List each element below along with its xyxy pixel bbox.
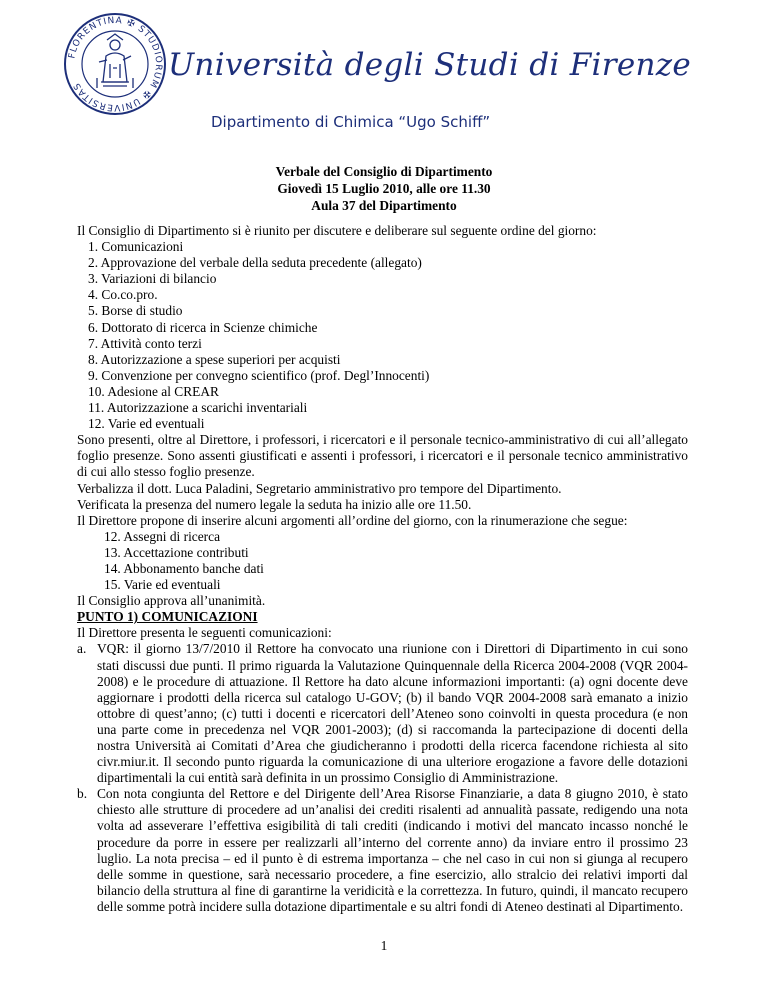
section-intro: Il Direttore presenta le seguenti comunicazioni: xyxy=(77,625,332,641)
agenda-item: 5. Borse di studio xyxy=(88,303,183,319)
agenda-item: 3. Variazioni di bilancio xyxy=(88,271,217,287)
verifica-paragraph: Verificata la presenza del numero legale la seduta ha inizio alle ore 11.50. xyxy=(77,496,472,512)
added-item: 12. Assegni di ricerca xyxy=(104,528,221,544)
intro-paragraph: Il Consiglio di Dipartimento si è riunito per discutere e deliberare sul seguente ordine del giorno: xyxy=(77,223,597,238)
agenda-item: 10. Adesione al CREAR xyxy=(88,383,219,399)
added-item: 13. Accettazione contributi xyxy=(104,544,249,560)
proposal-paragraph: Il Direttore propone di inserire alcuni argomenti all’ordine del giorno, con la rinumerazione che segue: xyxy=(77,512,628,528)
department-name: Dipartimento di Chimica “Ugo Schiff” xyxy=(211,113,491,131)
item-marker: b. xyxy=(77,786,88,802)
title-line: Verbale del Consiglio di Dipartimento xyxy=(275,164,493,179)
item-marker: a. xyxy=(77,641,87,657)
section-heading: PUNTO 1) COMUNICAZIONI xyxy=(77,609,258,625)
university-seal-logo xyxy=(63,12,167,116)
communication-text: VQR: il giorno 13/7/2010 il Rettore ha convocato una riunione con i Direttori di Dipartimento in cui sono stati discussi due punti. Il primo riguarda la Valutazione Quinquennale della Ricerca 2004-2008 (VQR 2004-2008) e le procedure di attuazione. Il Rettore ha dato alcune informazioni importanti: (a) ogni docente deve aggiornare i prodotti della ricerca sul catalogo U-GOV; (b) il bando VQR 2004-2008 sarà emanato a inizio ottobre di quest’anno; (c) tutti i docenti e ricercatori dell’Ateneo sono coinvolti in questa procedura (e non una parte come in precedenza nel VQR 2001-2003); (d) si raccomanda la partecipazione di docenti della nostra Università ai Comitati d’Area che giudicheranno i prodotti della ricerca facendone richiesta al sito civr.miur.it. Il secondo punto riguarda la comunicazione di una ulteriore erogazione a favore delle dotazioni dipartimentali la cui entità sarà definita in un prossimo Consiglio di Amministrazione. xyxy=(97,641,688,786)
document-body xyxy=(77,223,688,915)
page-number: 1 xyxy=(380,938,388,953)
agenda-item: 4. Co.co.pro. xyxy=(88,287,158,303)
university-name: Università degli Studi di Firenze xyxy=(168,47,692,83)
added-item: 15. Varie ed eventuali xyxy=(104,577,221,593)
agenda-item: 7. Attività conto terzi xyxy=(88,335,202,351)
approval-paragraph: Il Consiglio approva all’unanimità. xyxy=(77,593,266,609)
verbalizza-paragraph: Verbalizza il dott. Luca Paladini, Segretario amministrativo pro tempore del Dipartimento. xyxy=(77,480,562,496)
presence-paragraph: Sono presenti, oltre al Direttore, i professori, i ricercatori e il personale tecnico-amministrativo di cui all’allegato foglio presenze. Sono assenti giustificati e assenti i professori, i ricercatori e il personale tecnico amministrativo di cui allo stesso foglio presenze. xyxy=(77,432,688,480)
agenda-item: 2. Approvazione del verbale della seduta precedente (allegato) xyxy=(88,255,422,271)
communication-item xyxy=(77,786,688,915)
communication-text: Con nota congiunta del Rettore e del Dirigente dell’Area Risorse Finanziarie, a data 8 giugno 2010, è stato chiesto alle strutture di procedere ad un’analisi dei crediti risalenti ad annualità passate, redigendo una nota volta ad asseverare l’effettiva esigibilità di tali crediti (indicando i motivi del mancato incasso nonché le procedure da porre in essere per realizzarli all’interno del corrente anno) da inviare entro il prossimo 23 luglio. La nota precisa – ed il punto è di estrema importanza – che nel caso in cui non si giunga al recupero delle somme in questione, sarà necessario procedere, a fine esercizio, allo stralcio dei relativi importi dal bilancio della struttura al fine di garantirne la veridicità e la correttezza. In futuro, quindi, il mancato recupero delle somme potrà incidere sulla dotazione dipartimentale e su altri fondi di Ateneo destinati al Dipartimento. xyxy=(97,786,688,914)
communication-item xyxy=(77,641,688,786)
svg-text:FLORENTINA ✠ STUDIORUM ✠ UNIVE: FLORENTINA ✠ STUDIORUM ✠ UNIVERSITAS xyxy=(67,15,164,113)
agenda-item: 11. Autorizzazione a scarichi inventariali xyxy=(88,400,308,416)
document-title xyxy=(0,163,768,214)
agenda-item: 1. Comunicazioni xyxy=(88,239,184,255)
added-item: 14. Abbonamento banche dati xyxy=(104,560,264,576)
title-line: Aula 37 del Dipartimento xyxy=(311,198,457,213)
agenda-list xyxy=(77,239,688,432)
added-items-list xyxy=(77,529,688,593)
agenda-item: 6. Dottorato di ricerca in Scienze chimiche xyxy=(88,319,318,335)
agenda-item: 12. Varie ed eventuali xyxy=(88,416,205,432)
agenda-item: 8. Autorizzazione a spese superiori per acquisti xyxy=(88,351,341,367)
title-line: Giovedì 15 Luglio 2010, alle ore 11.30 xyxy=(277,181,491,196)
agenda-item: 9. Convenzione per convegno scientifico (prof. Degl’Innocenti) xyxy=(88,367,430,383)
